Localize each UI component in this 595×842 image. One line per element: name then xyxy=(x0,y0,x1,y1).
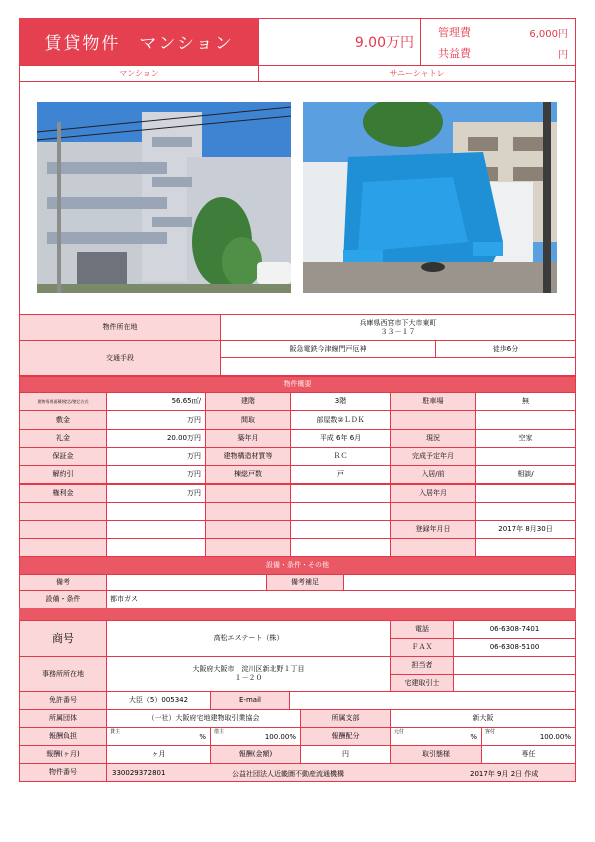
overview-cell-l1: 保証金 xyxy=(19,447,107,466)
overview-title: 物件概要 xyxy=(19,376,576,393)
location-address xyxy=(220,314,576,341)
overview-cell-l2 xyxy=(205,484,291,503)
overview-cell-v2: ＲＣ xyxy=(290,447,391,466)
fee-amount-value: 円 xyxy=(300,745,391,764)
fee-months-label: 報酬(ヶ月) xyxy=(19,745,107,764)
property-type: マンション xyxy=(19,65,259,82)
client-tag: 客付 xyxy=(485,729,496,735)
overview-cell-l3: 駐車場 xyxy=(390,392,476,411)
equipment-value: 都市ガス xyxy=(106,590,576,609)
overview-cell-l1: 建物専用面積(壁芯/壁芯方式 xyxy=(19,392,107,411)
trade-name-value: 高松エステート（株） xyxy=(106,620,391,657)
office-label: 事務所所在地 xyxy=(19,656,107,692)
overview-cell-v1: 万円 xyxy=(106,410,206,429)
overview-cell-l1 xyxy=(19,538,107,557)
overview-cell-v3 xyxy=(475,502,576,521)
listing-title: 賃貸物件 マンション xyxy=(19,18,259,65)
overview-cell-v2 xyxy=(290,538,391,557)
email-label: E-mail xyxy=(210,691,290,710)
overview-cell-v1 xyxy=(106,502,206,521)
overview-cell-l2: 築年月 xyxy=(205,429,291,448)
overview-cell-l2: 建物構造材質等 xyxy=(205,447,291,466)
equipment-label: 設備・条件 xyxy=(19,590,107,609)
overview-cell-v3: 2017年 8月30日 xyxy=(475,520,576,539)
overview-cell-v2: 戸 xyxy=(290,465,391,484)
overview-cell-v1 xyxy=(106,538,206,557)
remarks-label: 備考 xyxy=(19,574,107,591)
overview-cell-l2 xyxy=(205,520,291,539)
overview-cell-l2: 建階 xyxy=(205,392,291,411)
fee-burden-landlord xyxy=(106,727,211,746)
origin-tag: 元付 xyxy=(394,729,405,735)
overview-cell-v1 xyxy=(106,520,206,539)
overview-cell-l3: 現況 xyxy=(390,429,476,448)
fee-burden-label: 報酬負担 xyxy=(19,727,107,746)
fax-value: 06-6308-5100 xyxy=(453,638,576,657)
landlord-pct: % xyxy=(199,733,206,741)
common-fee-value: 円 xyxy=(558,50,568,61)
fee-split-client xyxy=(481,727,576,746)
overview-cell-v1: 20.00万円 xyxy=(106,429,206,448)
email-value xyxy=(289,691,576,710)
remarks-extra-value xyxy=(343,574,576,591)
office-address xyxy=(106,656,391,692)
section-divider xyxy=(19,608,576,620)
overview-cell-l3 xyxy=(390,410,476,429)
transport-line: 阪急電鉄今津線門戸厄神 xyxy=(220,340,436,358)
deal-type-value: 専任 xyxy=(481,745,576,764)
license-label: 免許番号 xyxy=(19,691,107,710)
transport-label: 交通手段 xyxy=(19,340,221,376)
overview-cell-l1: 敷金 xyxy=(19,410,107,429)
fee-split-origin xyxy=(390,727,482,746)
property-id-value: 330029372801 xyxy=(112,769,166,777)
overview-cell-l2 xyxy=(205,502,291,521)
association-label: 所属団体 xyxy=(19,709,107,728)
location-label: 物件所在地 xyxy=(19,314,221,341)
tel-label: 電話 xyxy=(390,620,454,639)
transport-line-empty xyxy=(220,357,576,376)
deal-type-label: 取引態様 xyxy=(390,745,482,764)
fee-months-value: ヶ月 xyxy=(106,745,211,764)
overview-cell-v3: 空家 xyxy=(475,429,576,448)
overview-cell-l3: 完成予定年月 xyxy=(390,447,476,466)
overview-cell-v1: 56.65㎡/ xyxy=(106,392,206,411)
origin-pct: % xyxy=(470,733,477,741)
overview-cell-l2: 棟総戸数 xyxy=(205,465,291,484)
overview-cell-v3 xyxy=(475,484,576,503)
created-date: 2017年 9月 2日 作成 xyxy=(470,770,539,778)
overview-cell-l3 xyxy=(390,538,476,557)
building-photo xyxy=(37,102,291,293)
overview-cell-v2: 部屋数②ＬＤＫ xyxy=(290,410,391,429)
overview-cell-v3 xyxy=(475,538,576,557)
overview-cell-v2: 平成 6年 6月 xyxy=(290,429,391,448)
remarks-extra-label: 備考補足 xyxy=(266,574,344,591)
rent-price: 9.00万円 xyxy=(354,34,414,51)
overview-cell-v2: 3階 xyxy=(290,392,391,411)
mgmt-fee-label: 管理費 xyxy=(438,26,471,39)
transport-walk: 徒歩6分 xyxy=(435,340,576,358)
branch-value: 新大阪 xyxy=(390,709,576,728)
person-label: 担当者 xyxy=(390,656,454,675)
tel-value: 06-6308-7401 xyxy=(453,620,576,639)
license-value: 大臣（5）005342 xyxy=(106,691,211,710)
association-value: （一社）大阪府宅地建物取引業協会 xyxy=(106,709,301,728)
property-id-label: 物件番号 xyxy=(19,763,107,782)
address-line-1: 兵庫県西宮市下大市東町 xyxy=(359,318,437,327)
common-fee-label: 共益費 xyxy=(438,47,471,60)
tenant-pct: 100.00% xyxy=(264,733,296,741)
fax-label: ＦＡＸ xyxy=(390,638,454,657)
overview-cell-v1: 万円 xyxy=(106,447,206,466)
overview-cell-l1: 権利金 xyxy=(19,484,107,503)
fee-amount-label: 報酬(金額) xyxy=(210,745,301,764)
overview-cell-l3: 入居年月 xyxy=(390,484,476,503)
address-line-2: ３３－１７ xyxy=(380,327,416,336)
overview-cell-v2 xyxy=(290,502,391,521)
conditions-title: 設備・条件・その他 xyxy=(19,556,576,575)
landlord-tag: 貸主 xyxy=(110,729,121,735)
office-line-2: １－２０ xyxy=(234,674,263,682)
overview-cell-v3 xyxy=(475,447,576,466)
overview-cell-l3: 入居/前 xyxy=(390,465,476,484)
fee-burden-tenant xyxy=(210,727,301,746)
overview-cell-l2: 間取 xyxy=(205,410,291,429)
overview-cell-l1 xyxy=(19,520,107,539)
overview-cell-l1: 礼金 xyxy=(19,429,107,448)
registry-org: 公益社団法人近畿圏不動産流通機構 xyxy=(232,770,344,778)
tenant-tag: 借主 xyxy=(214,729,225,735)
overview-cell-v1: 万円 xyxy=(106,484,206,503)
trade-name-label: 商号 xyxy=(19,620,107,657)
remarks-value xyxy=(106,574,267,591)
overview-cell-v1: 万円 xyxy=(106,465,206,484)
office-line-1: 大阪府大阪市 淀川区新北野１丁目 xyxy=(192,665,305,674)
dealer-value xyxy=(453,674,576,692)
overview-cell-l2 xyxy=(205,538,291,557)
overview-cell-v2 xyxy=(290,484,391,503)
parking-photo xyxy=(303,102,557,293)
mgmt-fee-value: 6,000円 xyxy=(529,29,568,40)
client-pct: 100.00% xyxy=(539,733,571,741)
overview-cell-l1: 解約引 xyxy=(19,465,107,484)
person-value xyxy=(453,656,576,675)
overview-cell-v2 xyxy=(290,520,391,539)
dealer-label: 宅建取引士 xyxy=(390,674,454,692)
branch-label: 所属支部 xyxy=(300,709,391,728)
overview-cell-l3 xyxy=(390,502,476,521)
overview-cell-l3: 登録年月日 xyxy=(390,520,476,539)
overview-cell-v3 xyxy=(475,410,576,429)
fee-split-label: 報酬配分 xyxy=(300,727,391,746)
overview-cell-v3: 無 xyxy=(475,392,576,411)
property-name: サニーシャトレ xyxy=(258,65,576,82)
overview-cell-v3: 相談/ xyxy=(475,465,576,484)
overview-cell-l1 xyxy=(19,502,107,521)
